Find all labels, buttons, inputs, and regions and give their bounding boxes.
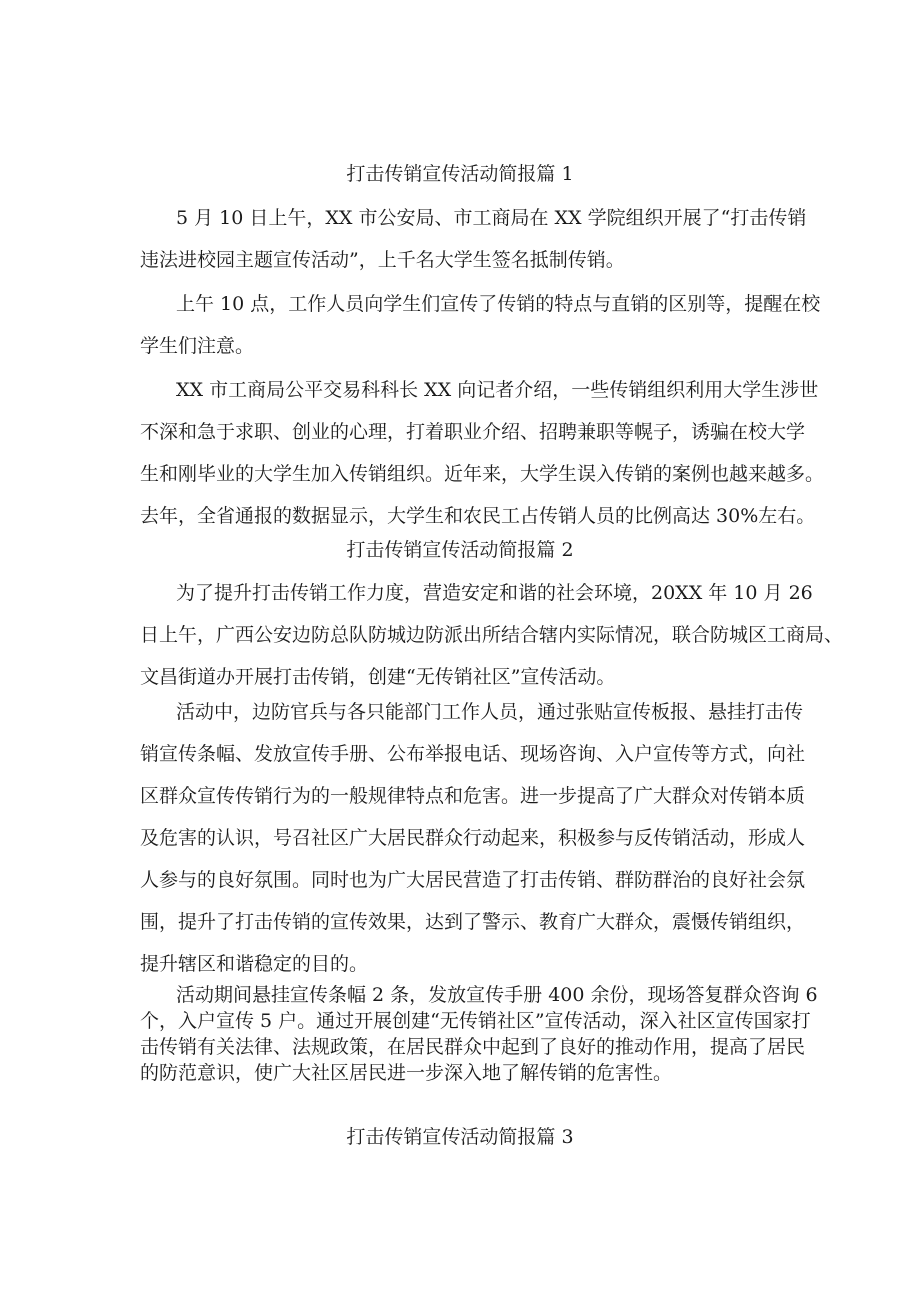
text-line: 的防范意识，使广大社区居民进一步深入地了解传销的危害性。	[140, 1062, 673, 1084]
text-line: 去年，全省通报的数据显示，大学生和农民工占传销人员的比例高达 30%左右。	[140, 505, 816, 527]
text-line: 围，提升了打击传销的宣传效果，达到了警示、教育广大群众，震慑传销组织，	[140, 911, 806, 933]
text-line: 区群众宣传传销行为的一般规律特点和危害。进一步提高了广大群众对传销本质	[140, 785, 806, 807]
section-2-paragraph-2	[140, 691, 806, 985]
text-line: 人参与的良好氛围。同时也为广大居民营造了打击传销、群防群治的良好社会氛	[140, 869, 806, 891]
text-line: 活动期间悬挂宣传条幅 2 条，发放宣传手册 400 余份，现场答复群众咨询 6	[176, 984, 818, 1006]
text-line: 销宣传条幅、发放宣传手册、公布举报电话、现场咨询、入户宣传等方式，向社	[140, 743, 806, 765]
section-2-paragraph-3	[140, 982, 818, 1086]
text-line: 提升辖区和谐稳定的目的。	[140, 953, 369, 975]
section-1-paragraph-3	[140, 369, 825, 537]
text-line: 个，入户宣传 5 户。通过开展创建“无传销社区”宣传活动，深入社区宣传国家打	[140, 1010, 811, 1032]
section-3-heading: 打击传销宣传活动简报篇 3	[346, 1126, 574, 1148]
text-line: 活动中，边防官兵与各只能部门工作人员，通过张贴宣传板报、悬挂打击传	[176, 701, 804, 723]
section-2-paragraph-1	[140, 572, 844, 698]
text-line: 及危害的认识，号召社区广大居民群众行动起来，积极参与反传销活动，形成人	[140, 827, 806, 849]
section-1-paragraph-1	[140, 197, 807, 281]
text-line: 日上午，广西公安边防总队防城边防派出所结合辖内实际情况，联合防城区工商局、	[140, 624, 844, 646]
text-line: 5 月 10 日上午，XX 市公安局、市工商局在 XX 学院组织开展了“打击传销	[176, 207, 807, 229]
text-line: 违法进校园主题宣传活动”，上千名大学生签名抵制传销。	[140, 249, 625, 271]
text-line: 为了提升打击传销工作力度，营造安定和谐的社会环境，20XX 年 10 月 26	[176, 582, 813, 604]
text-line: 生和刚毕业的大学生加入传销组织。近年来，大学生误入传销的案例也越来越多。	[140, 463, 825, 485]
section-1-heading: 打击传销宣传活动简报篇 1	[346, 163, 574, 185]
text-line: 文昌街道办开展打击传销，创建“无传销社区”宣传活动。	[140, 666, 616, 688]
text-line: 不深和急于求职、创业的心理，打着职业介绍、招聘兼职等幌子，诱骗在校大学	[140, 421, 806, 443]
section-2-heading: 打击传销宣传活动简报篇 2	[346, 539, 574, 561]
text-line: 学生们注意。	[140, 335, 255, 357]
text-line: XX 市工商局公平交易科科长 XX 向记者介绍，一些传销组织利用大学生涉世	[176, 379, 819, 401]
text-line: 上午 10 点，工作人员向学生们宣传了传销的特点与直销的区别等，提醒在校	[176, 293, 821, 315]
section-1-paragraph-2	[140, 283, 821, 367]
text-line: 击传销有关法律、法规政策，在居民群众中起到了良好的推动作用，提高了居民	[140, 1036, 806, 1058]
